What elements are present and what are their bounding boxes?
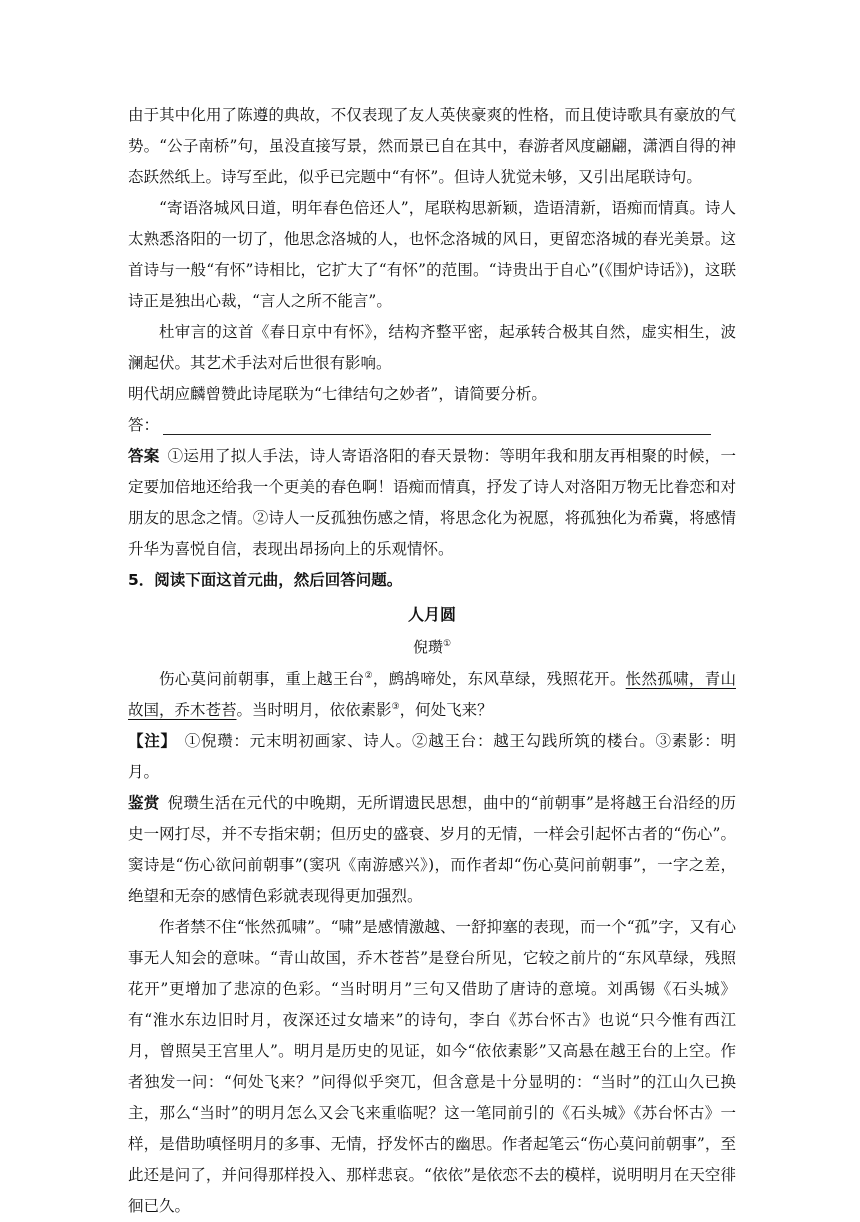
paragraph-1: 由于其中化用了陈遵的典故，不仅表现了友人英侠豪爽的性格，而且使诗歌具有豪放的气势。“公子南桥”句，虽没直接写景，然而景已自在其中，春游者风度翩翩，潇洒自得的神态跃然纸上。诗写至此，似乎已完题中“有怀”。但诗人犹觉未够，又引出尾联诗句。 <box>128 106 736 186</box>
answer-prompt: 答： <box>128 416 160 434</box>
poem-segment: ，何处飞来？ <box>399 701 493 719</box>
appreciation-text: 倪瓒生活在元代的中晚期，无所谓遗民思想，曲中的“前朝事”是将越王台沿经的历史一网打尽，并不专指宋朝；但历史的盛衰、岁月的无情，一样会引起怀古者的“伤心”。窦诗是“伤心欲问前朝事”(窦巩《南游感兴》)，而作者却“伤心莫问前朝事”，一字之差，绝望和无奈的感情色彩就表现得更加强烈。 <box>128 794 736 905</box>
paragraph-3: 杜审言的这首《春日京中有怀》，结构齐整平密，起承转合极其自然，虚实相生，波澜起伏。其艺术手法对后世很有影响。 <box>128 323 736 372</box>
note-label: 【注】 <box>128 732 177 750</box>
answer-blank[interactable] <box>163 414 711 435</box>
answer-label: 答案 <box>128 447 160 465</box>
poem-underlined: 怅然孤啸，青山故国，乔木苍苔 <box>128 670 736 719</box>
note-text: ①倪瓒：元末明初画家、诗人。②越王台：越王勾践所筑的楼台。③素影：明月。 <box>128 732 736 781</box>
answer-text: ①运用了拟人手法，诗人寄语洛阳的春天景物：等明年我和朋友再相聚的时候，一定要加倍地还给我一个更美的春色啊！语痴而情真，抒发了诗人对洛阳万物无比眷恋和对朋友的思念之情。②诗人一反孤独伤感之情，将思念化为祝愿，将孤独化为希冀，将感情升华为喜悦自信，表现出昂扬向上的乐观情怀。 <box>128 447 736 558</box>
author-footnote-marker: ① <box>442 639 452 649</box>
poem-segment: 伤心莫问前朝事，重上越王台 <box>159 670 365 688</box>
answer-paragraph <box>128 441 736 565</box>
poem-segment: 。当时明月，依依素影 <box>236 701 392 719</box>
poem-author-name: 倪瓒 <box>412 638 443 656</box>
poem-author <box>128 632 736 662</box>
poem-title: 人月圆 <box>407 605 456 624</box>
footnote-marker-2: ② <box>364 670 373 681</box>
document-content <box>128 100 736 1222</box>
paragraph-last: 作者禁不住“怅然孤啸”。“啸”是感情激越、一舒抑塞的表现，而一个“孤”字，又有心事无人知会的意味。“青山故国，乔木苍苔”是登台所见，它较之前片的“东风草绿，残照花开”更增加了悲凉的色彩。“当时明月”三句又借助了唐诗的意境。刘禹锡《石头城》有“淮水东边旧时月，夜深还过女墙来”的诗句，李白《苏台怀古》也说“只今惟有西江月，曾照吴王宫里人”。明月是历史的见证，如今“依依素影”又高悬在越王台的上空。作者独发一问：“何处飞来？”问得似乎突兀，但含意是十分显明的：“当时”的江山久已换主，那么“当时”的明月怎么又会飞来重临呢？这一笔同前引的《石头城》《苏台怀古》一样，是借助嗔怪明月的多事、无情，抒发怀古的幽思。作者起笔云“伤心莫问前朝事”，至此还是问了，并问得那样投入、那样悲哀。“依依”是依恋不去的模样，说明明月在天空徘徊已久。 <box>128 918 736 1215</box>
note-paragraph <box>128 726 736 788</box>
paragraph-2: “寄语洛城风日道，明年春色倍还人”，尾联构思新颖，造语清新，语痴而情真。诗人太熟悉洛阳的一切了，他思念洛城的人，也怀念洛城的风日，更留恋洛城的春光美景。这首诗与一般“有怀”诗相比，它扩大了“有怀”的范围。“诗贵出于自心”(《围炉诗话》)，这联诗正是独出心裁，“言人之所不能言”。 <box>128 199 736 310</box>
answer-line <box>128 410 736 441</box>
footnote-marker-3: ③ <box>391 701 400 712</box>
appreciation-label: 鉴赏 <box>128 794 160 812</box>
question-text: 明代胡应麟曾赞此诗尾联为“七律结句之妙者”，请简要分析。 <box>128 385 547 403</box>
question-5: 5．阅读下面这首元曲，然后回答问题。 <box>128 571 403 589</box>
poem-text <box>128 664 736 726</box>
poem-segment: ，鹧鸪啼处，东风草绿，残照花开。 <box>372 670 626 688</box>
appreciation-paragraph <box>128 788 736 912</box>
